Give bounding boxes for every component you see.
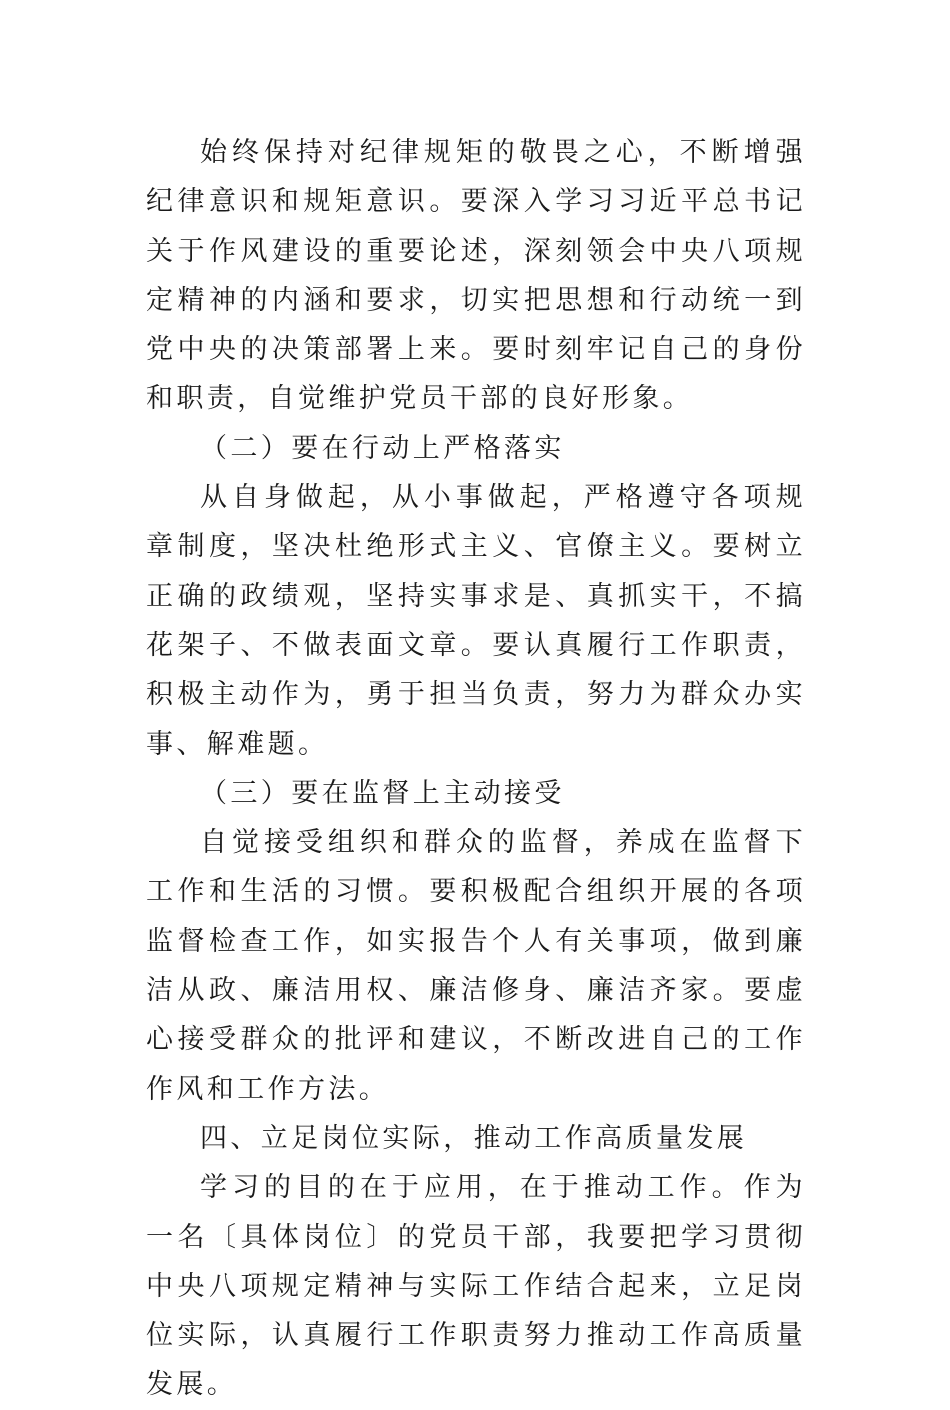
document-body <box>146 128 806 1410</box>
section-heading-four: 四、立足岗位实际，推动工作高质量发展 <box>200 1122 748 1154</box>
paragraph-supervision: 自觉接受组织和群众的监督，养成在监督下工作和生活的习惯。要积极配合组织开展的各项监督检查工作，如实报告个人有关事项，做到廉洁从政、廉洁用权、廉洁修身、廉洁齐家。要虚心接受群众的批评和建议，不断改进自己的工作作风和工作方法。 <box>146 827 806 1105</box>
subheading-action: （二）要在行动上严格落实 <box>200 432 565 464</box>
paragraph-discipline-awareness: 始终保持对纪律规矩的敬畏之心，不断增强纪律意识和规矩意识。要深入学习习近平总书记关于作风建设的重要论述，深刻领会中央八项规定精神的内涵和要求，切实把思想和行动统一到党中央的决策部署上来。要时刻牢记自己的身份和职责，自觉维护党员干部的良好形象。 <box>146 137 806 415</box>
subheading-supervision: （三）要在监督上主动接受 <box>200 777 565 809</box>
paragraph-application: 学习的目的在于应用，在于推动工作。作为一名〔具体岗位〕的党员干部，我要把学习贯彻中央八项规定精神与实际工作结合起来，立足岗位实际，认真履行工作职责努力推动工作高质量发展。 <box>146 1172 806 1401</box>
paragraph-action: 从自身做起，从小事做起，严格遵守各项规章制度，坚决杜绝形式主义、官僚主义。要树立正确的政绩观，坚持实事求是、真抓实干，不搞花架子、不做表面文章。要认真履行工作职责，积极主动作为，勇于担当负责，努力为群众办实事、解难题。 <box>146 482 806 760</box>
